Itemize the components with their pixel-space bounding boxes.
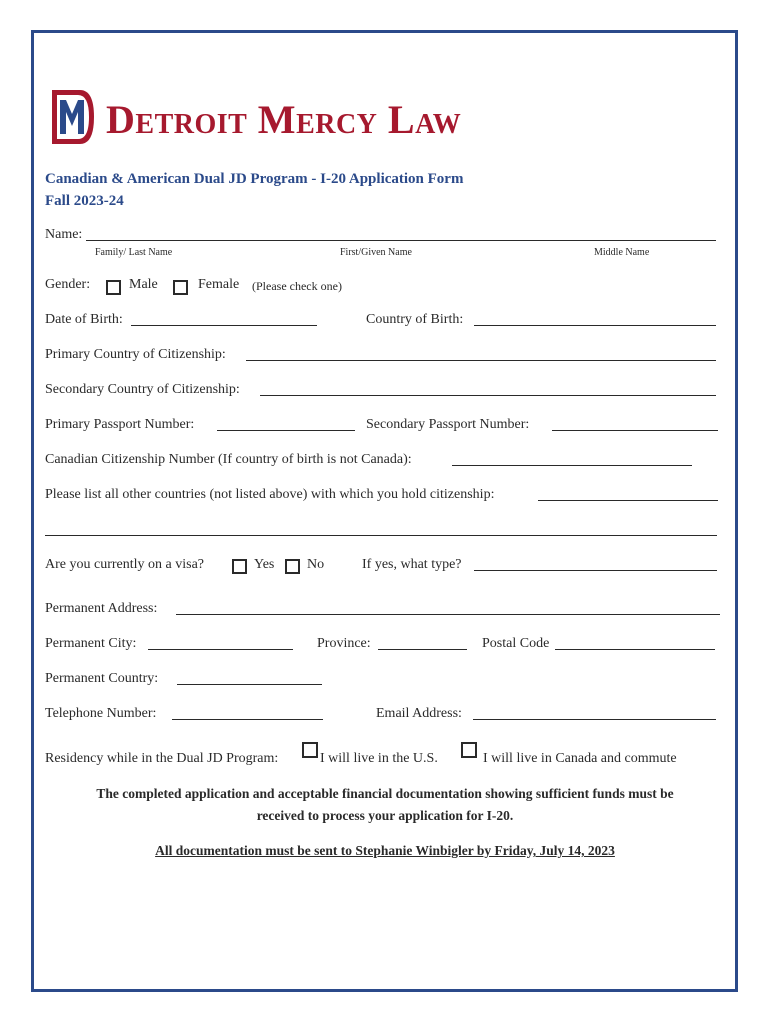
residency-us-checkbox[interactable] — [302, 742, 318, 758]
form-title: Canadian & American Dual JD Program - I-20 Application Form — [45, 171, 464, 187]
residency-canada-checkbox[interactable] — [461, 742, 477, 758]
brand-name: Detroit Mercy Law — [106, 97, 462, 142]
primary-citizenship-label: Primary Country of Citizenship: — [45, 347, 226, 362]
gender-label: Gender: — [45, 277, 91, 292]
postal-code-label: Postal Code — [482, 636, 550, 651]
secondary-citizenship-field[interactable] — [260, 395, 716, 396]
visa-label: Are you currently on a visa? — [45, 557, 204, 572]
phone-label: Telephone Number: — [45, 706, 157, 721]
name-label: Name: — [45, 227, 83, 242]
other-countries-field-continued[interactable] — [45, 535, 717, 536]
country-field[interactable] — [177, 684, 322, 685]
canadian-citizenship-field[interactable] — [452, 465, 692, 466]
instructions-line-2: received to process your application for I-20. — [256, 808, 514, 823]
email-field[interactable] — [473, 719, 716, 720]
country-of-birth-field[interactable] — [474, 325, 716, 326]
detroit-mercy-logo-icon — [50, 88, 96, 146]
middle-name-caption: Middle Name — [594, 247, 650, 258]
primary-citizenship-field[interactable] — [246, 360, 716, 361]
city-field[interactable] — [148, 649, 293, 650]
instructions-line-1: The completed application and acceptable financial documentation showing sufficient funds must be — [96, 786, 674, 801]
city-label: Permanent City: — [45, 636, 137, 651]
residency-us-label: I will live in the U.S. — [320, 751, 438, 766]
dob-label: Date of Birth: — [45, 312, 123, 327]
postal-code-field[interactable] — [555, 649, 715, 650]
email-label: Email Address: — [376, 706, 462, 721]
visa-no-checkbox[interactable] — [285, 559, 300, 574]
other-countries-label: Please list all other countries (not listed above) with which you hold citizenship: — [45, 487, 495, 502]
form-term: Fall 2023-24 — [45, 193, 124, 209]
deadline-notice: All documentation must be sent to Stephanie Winbigler by Friday, July 14, 2023 — [155, 843, 615, 858]
other-countries-field[interactable] — [538, 500, 718, 501]
residency-canada-label: I will live in Canada and commute — [483, 751, 677, 766]
visa-yes-checkbox[interactable] — [232, 559, 247, 574]
male-label: Male — [129, 277, 158, 292]
country-label: Permanent Country: — [45, 671, 159, 686]
visa-yes-label: Yes — [254, 557, 275, 572]
primary-passport-field[interactable] — [217, 430, 355, 431]
primary-passport-label: Primary Passport Number: — [45, 417, 195, 432]
visa-type-field[interactable] — [474, 570, 717, 571]
residency-label: Residency while in the Dual JD Program: — [45, 751, 279, 766]
canadian-citizenship-label: Canadian Citizenship Number (If country of birth is not Canada): — [45, 452, 412, 467]
dob-field[interactable] — [131, 325, 317, 326]
visa-no-label: No — [307, 557, 325, 572]
name-field[interactable] — [86, 240, 716, 241]
female-label: Female — [198, 277, 240, 292]
province-field[interactable] — [378, 649, 467, 650]
secondary-citizenship-label: Secondary Country of Citizenship: — [45, 382, 240, 397]
visa-type-label: If yes, what type? — [362, 557, 462, 572]
province-label: Province: — [317, 636, 371, 651]
address-field[interactable] — [176, 614, 720, 615]
male-checkbox[interactable] — [106, 280, 121, 295]
first-name-caption: First/Given Name — [340, 247, 412, 258]
address-label: Permanent Address: — [45, 601, 158, 616]
country-of-birth-label: Country of Birth: — [366, 312, 464, 327]
gender-hint: (Please check one) — [252, 279, 342, 293]
female-checkbox[interactable] — [173, 280, 188, 295]
secondary-passport-label: Secondary Passport Number: — [366, 417, 530, 432]
secondary-passport-field[interactable] — [552, 430, 718, 431]
phone-field[interactable] — [172, 719, 323, 720]
family-name-caption: Family/ Last Name — [95, 247, 173, 258]
